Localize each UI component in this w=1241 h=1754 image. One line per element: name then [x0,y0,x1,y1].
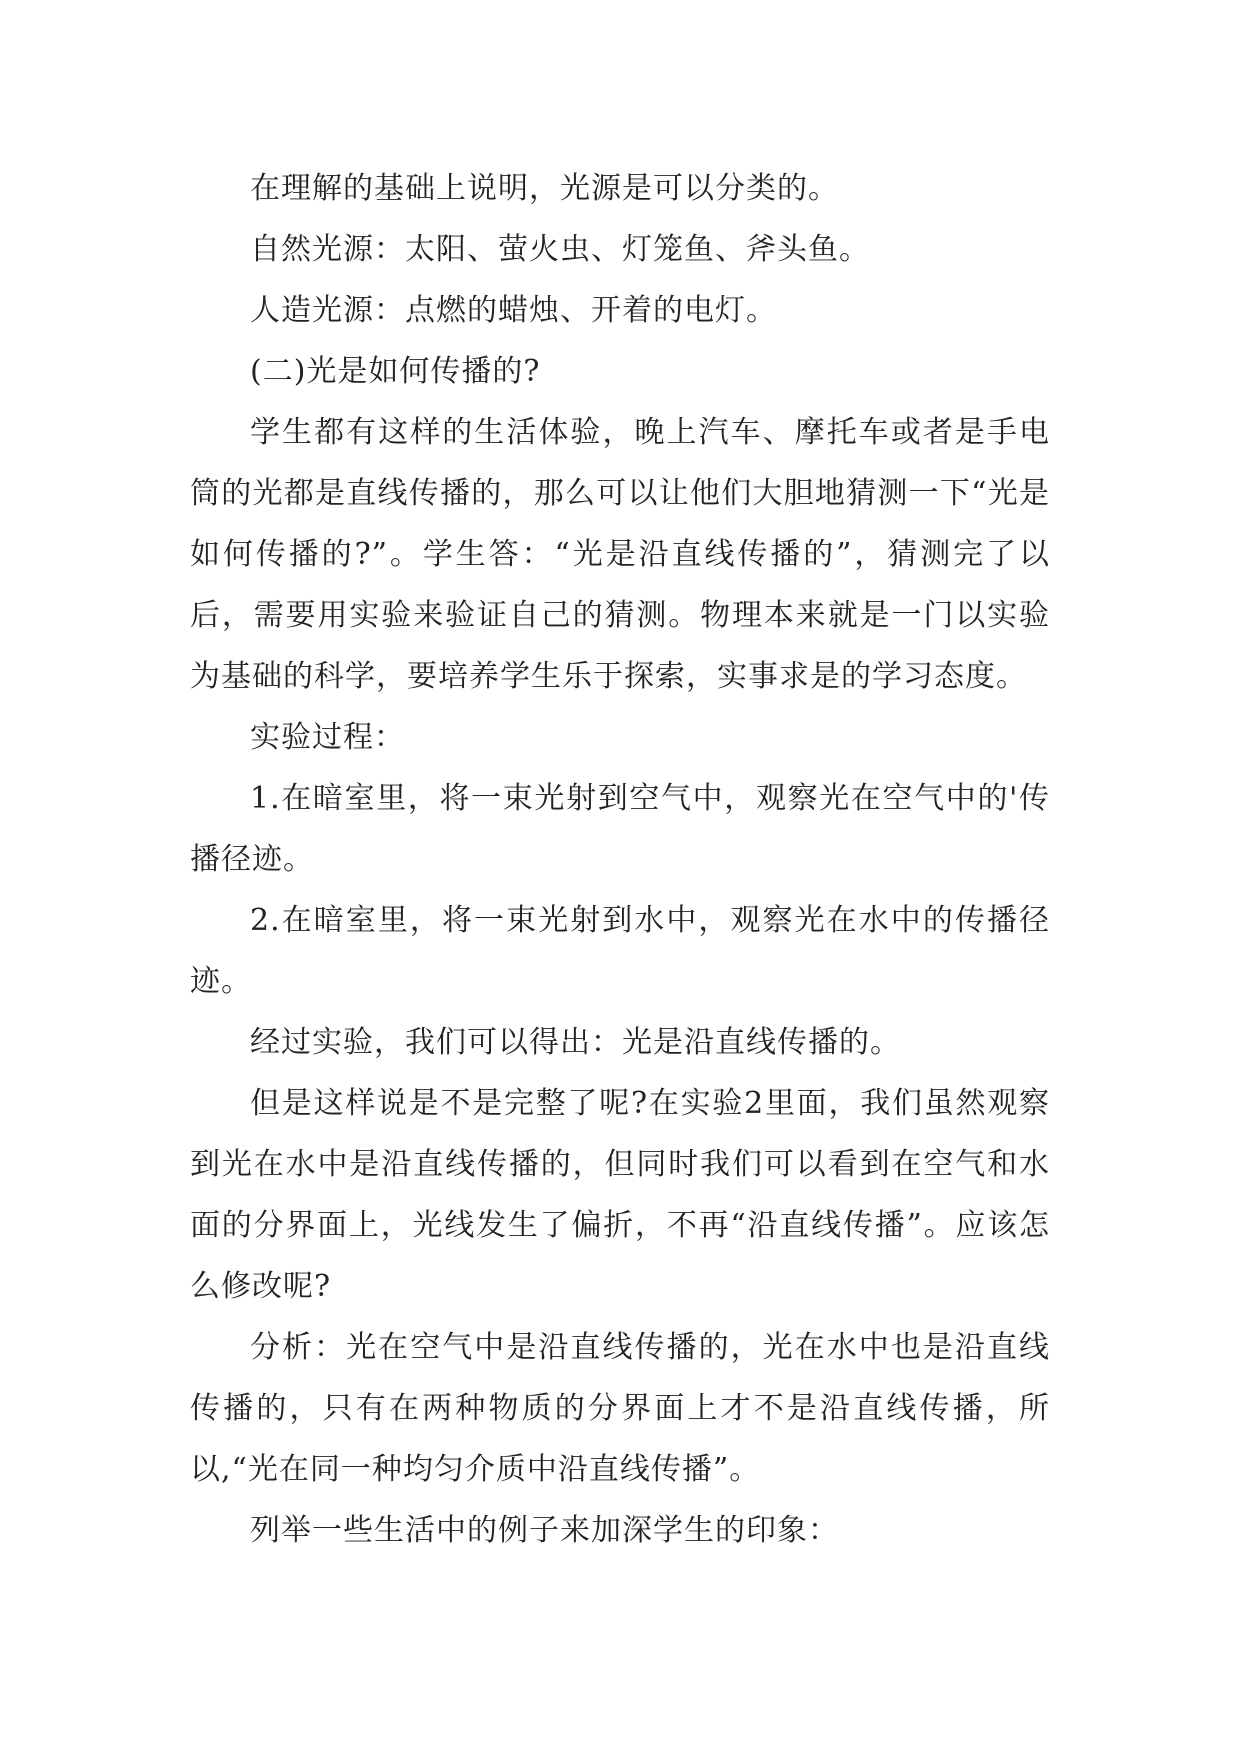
paragraph-experiment-conclusion: 经过实验，我们可以得出：光是沿直线传播的。 [250,1025,901,1060]
document-body [190,158,1050,1561]
paragraph-experiment-step-2: 2.在暗室里，将一束光射到水中，观察光在水中的传播径迹。 [190,903,1050,999]
paragraph-natural-light-sources: 自然光源：太阳、萤火虫、灯笼鱼、斧头鱼。 [250,232,870,267]
paragraph-light-source-classification: 在理解的基础上说明，光源是可以分类的。 [250,171,839,206]
paragraph-experiment-process-label: 实验过程： [250,720,405,755]
paragraph-student-experience: 学生都有这样的生活体验，晚上汽车、摩托车或者是手电筒的光都是直线传播的，那么可以让他们大胆地猜测一下“光是如何传播的?”。学生答：“光是沿直线传播的”，猜测完了以后，需要用实验来验证自己的猜测。物理本来就是一门以实验为基础的科学，要培养学生乐于探索，实事求是的学习态度。 [190,415,1050,694]
paragraph-experiment-step-1: 1.在暗室里，将一束光射到空气中，观察光在空气中的'传播径迹。 [190,781,1050,877]
paragraph-artificial-light-sources: 人造光源：点燃的蜡烛、开着的电灯。 [250,293,777,328]
paragraph-analysis: 分析：光在空气中是沿直线传播的，光在水中也是沿直线传播的，只有在两种物质的分界面上才不是沿直线传播，所以,“光在同一种均匀介质中沿直线传播”。 [190,1330,1050,1487]
section-heading-light-propagation: (二)光是如何传播的? [250,354,541,389]
paragraph-life-examples: 列举一些生活中的例子来加深学生的印象： [250,1513,839,1548]
paragraph-refraction-question: 但是这样说是不是完整了呢?在实验2里面，我们虽然观察到光在水中是沿直线传播的，但同时我们可以看到在空气和水面的分界面上，光线发生了偏折，不再“沿直线传播”。应该怎么修改呢? [190,1086,1050,1304]
